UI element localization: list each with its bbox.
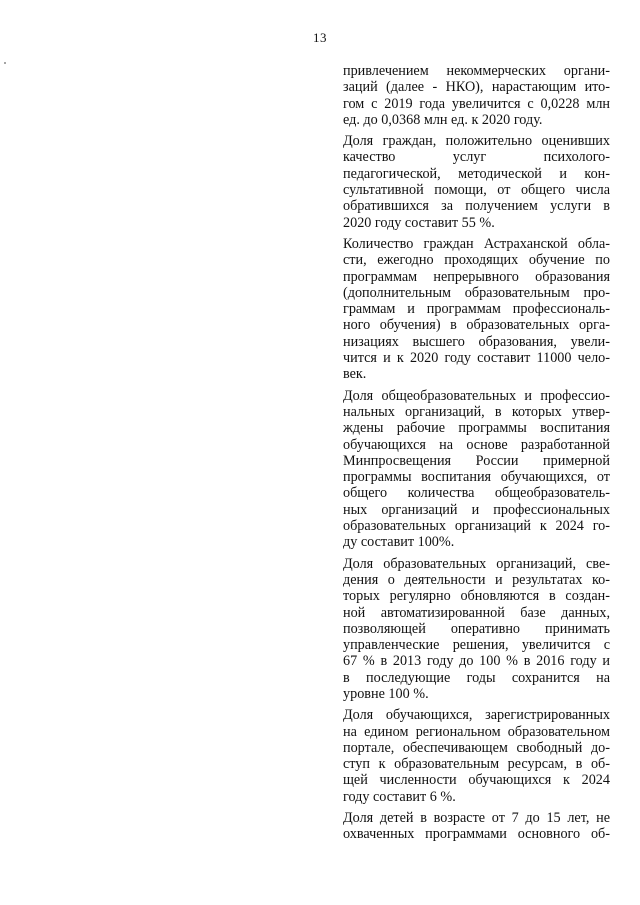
paragraph-nko-organizations: [343, 63, 610, 128]
document-body: [343, 63, 610, 848]
paragraph-psych-assistance: [343, 133, 610, 231]
text-line: охваченных программами основного об-: [343, 826, 610, 843]
text-line: чится и к 2020 году составит 11000 чело-: [343, 350, 610, 367]
text-line: уровне 100 %.: [343, 685, 429, 702]
text-line: щей численности обучающихся к 2024: [343, 772, 610, 789]
text-line: сти, ежегодно проходящих обучение по: [343, 252, 610, 269]
text-line: обучающихся на основе разработанной: [343, 436, 610, 453]
paragraph-continuous-education: [343, 236, 610, 383]
text-line: году составит 6 %.: [343, 788, 456, 805]
text-line: заций (далее - НКО), нарастающим ито-: [343, 79, 610, 96]
text-line: педагогической, методической и кон-: [343, 165, 610, 182]
scan-artifact-dot: [4, 62, 6, 64]
text-line: век.: [343, 366, 367, 383]
text-line: гом с 2019 года увеличится с 0,0228 млн: [343, 95, 610, 112]
text-line: в последующие годы сохранится на: [343, 669, 610, 686]
text-line: ного обучения) в образовательных орга-: [343, 317, 610, 334]
text-line: ждены рабочие программы воспитания: [343, 420, 610, 437]
text-line: образовательных организаций к 2024 го-: [343, 518, 610, 535]
text-line: Доля граждан, положительно оценивших: [343, 133, 610, 150]
text-line: на едином региональном образовательном: [343, 723, 610, 740]
text-line: ной автоматизированной базе данных,: [343, 604, 610, 621]
text-line: ных организаций и профессиональных: [343, 501, 610, 518]
text-line: Доля обучающихся, зарегистрированных: [343, 707, 610, 724]
text-line: граммам и программам профессиональ-: [343, 301, 610, 318]
text-line: Минпросвещения России примерной: [343, 452, 610, 469]
text-line: (дополнительным образовательным про-: [343, 284, 610, 301]
text-line: качество услуг психолого-: [343, 149, 610, 166]
text-line: Количество граждан Астраханской обла-: [343, 235, 610, 252]
text-line: обратившихся за получением услуги в: [343, 198, 610, 215]
paragraph-children-not-covered: [343, 810, 610, 843]
paragraph-automated-database: [343, 556, 610, 703]
text-line: Доля образовательных организаций, све-: [343, 555, 610, 572]
text-line: программы воспитания обучающихся, от: [343, 469, 610, 486]
text-line: 67 % в 2013 году до 100 % в 2016 году и: [343, 653, 610, 670]
text-line: портале, обеспечивающем свободный до-: [343, 739, 610, 756]
text-line: торых регулярно обновляются в создан-: [343, 588, 610, 605]
text-line: привлечением некоммерческих органи-: [343, 63, 610, 79]
text-line: ступ к образовательным ресурсам, в об-: [343, 756, 610, 773]
text-line: Доля общеобразовательных и профессио-: [343, 387, 610, 404]
text-line: управленческие решения, увеличится с: [343, 637, 610, 654]
text-line: дения о деятельности и результатах ко-: [343, 571, 610, 588]
page-number: 13: [313, 30, 327, 45]
text-line: общего количества общеобразователь-: [343, 485, 610, 502]
text-line: ед. до 0,0368 млн ед. к 2020 году.: [343, 111, 543, 128]
text-line: 2020 году составит 55 %.: [343, 214, 495, 231]
paragraph-upbringing-programs: [343, 388, 610, 551]
text-line: ду составит 100%.: [343, 534, 455, 551]
text-line: нальных организаций, в которых утвер-: [343, 403, 610, 420]
text-line: низациях высшего образования, увели-: [343, 333, 610, 350]
text-line: программам непрерывного образования: [343, 268, 610, 285]
text-line: сультативной помощи, от общего числа: [343, 182, 610, 199]
paragraph-regional-portal: [343, 707, 610, 805]
text-line: Доля детей в возрасте от 7 до 15 лет, не: [343, 810, 610, 827]
text-line: позволяющей оперативно принимать: [343, 620, 610, 637]
